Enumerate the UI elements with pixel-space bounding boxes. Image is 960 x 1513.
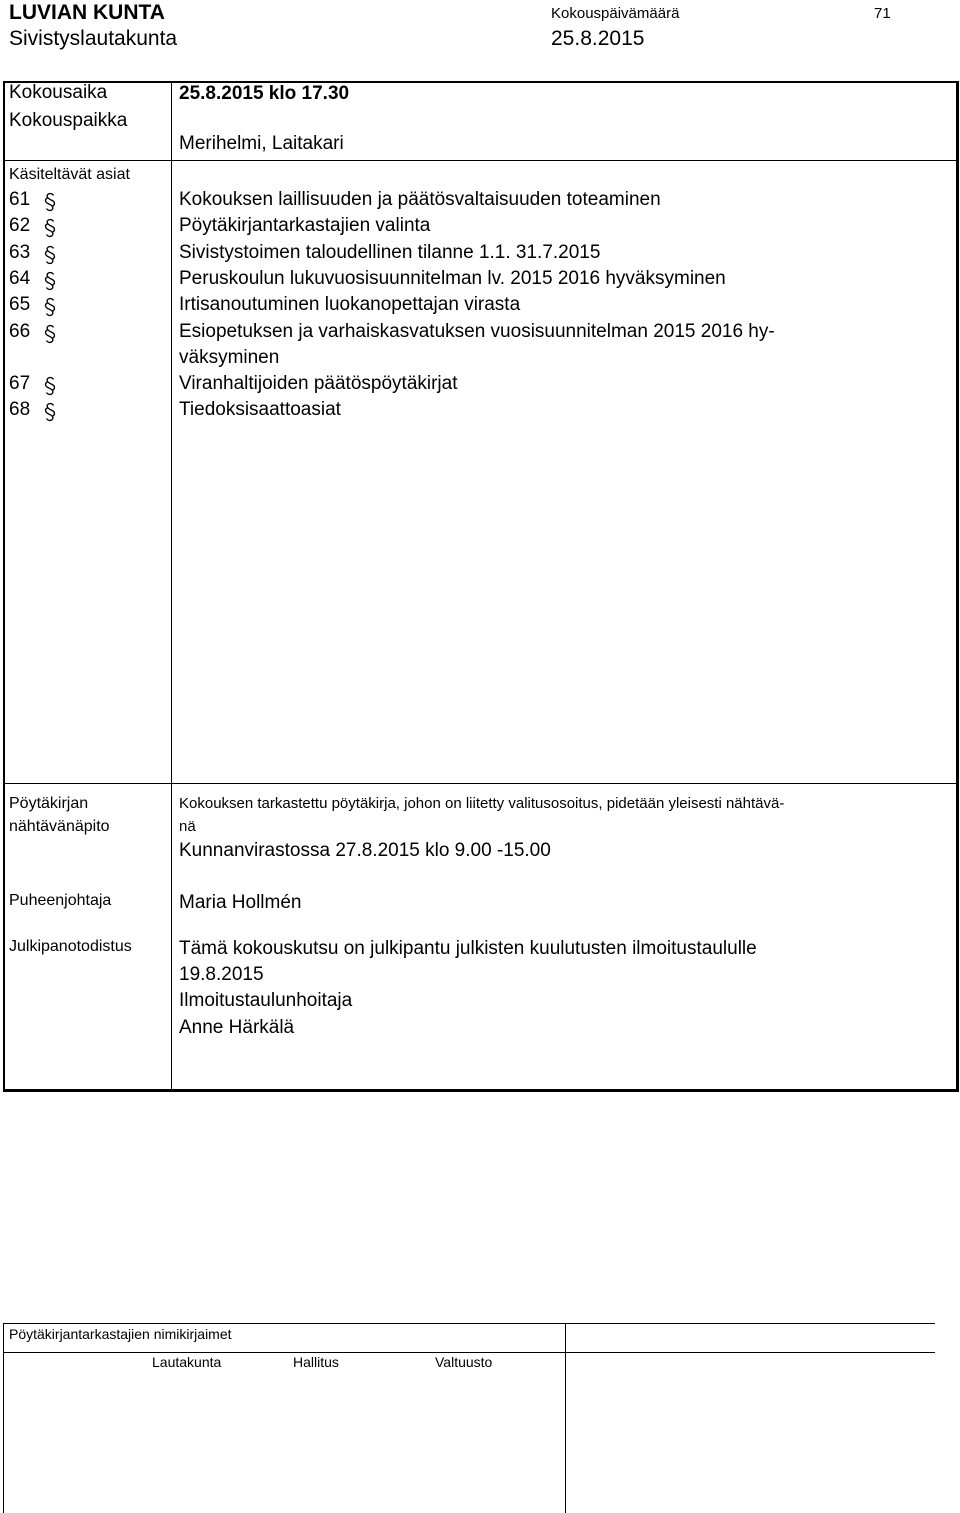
section-sign-icon	[40, 270, 60, 292]
footer-top-rule	[3, 1323, 935, 1324]
meeting-date-label: Kokouspäivämäärä	[551, 5, 680, 22]
initials-label: Pöytäkirjantarkastajien nimikirjaimet	[9, 1326, 232, 1342]
agenda-item-number: 66	[9, 320, 31, 342]
section-sign-icon	[40, 244, 60, 266]
agenda-item-title: Kokouksen laillisuuden ja päätösvaltaisuuden toteaminen	[179, 189, 661, 210]
display-text-line2: nä	[179, 818, 196, 835]
publication-line2: 19.8.2015	[179, 964, 264, 985]
publication-line3: Ilmoitustaulunhoitaja	[179, 990, 353, 1011]
agenda-item-number: 68	[9, 399, 31, 421]
section-sign-icon	[40, 191, 60, 213]
section-sign-icon	[40, 296, 60, 318]
divider-agenda	[3, 783, 959, 784]
agenda-item-title: Irtisanoutuminen luokanopettajan virasta	[179, 294, 521, 316]
agenda-item-number: 61	[9, 189, 31, 210]
footer-mid-rule	[3, 1352, 935, 1353]
display-text-line1: Kokouksen tarkastettu pöytäkirja, johon on liitetty valitusosoitus, pidetään yleisesti nähtävä-	[179, 795, 785, 812]
display-label-line2: nähtävänäpito	[9, 818, 110, 835]
board-name: Sivistyslautakunta	[9, 27, 178, 50]
chair-label: Puheenjohtaja	[9, 892, 112, 909]
agenda-item-title: Sivistystoimen taloudellinen tilanne 1.1. 31.7.2015	[179, 241, 601, 263]
section-sign-icon	[40, 217, 60, 239]
organization-name: LUVIAN KUNTA	[9, 1, 165, 24]
agenda-item-title: Esiopetuksen ja varhaiskasvatuksen vuosisuunnitelman 2015 2016 hy-	[179, 320, 775, 342]
agenda-item-title: Tiedoksisaattoasiat	[179, 399, 341, 421]
meeting-date: 25.8.2015	[551, 27, 645, 50]
agenda-label: Käsiteltävät asiat	[9, 166, 130, 183]
divider-place	[3, 160, 959, 161]
meeting-place-value: Merihelmi, Laitakari	[179, 133, 344, 154]
publication-label: Julkipanotodistus	[9, 938, 132, 955]
initials-col-board: Lautakunta	[152, 1354, 222, 1370]
chair-name: Maria Hollmén	[179, 892, 302, 913]
section-sign-icon	[40, 375, 60, 397]
display-label-line1: Pöytäkirjan	[9, 795, 89, 812]
agenda-item-number: 63	[9, 241, 31, 263]
meeting-time-label: Kokousaika	[9, 82, 108, 103]
initials-col-council: Valtuusto	[435, 1354, 493, 1370]
agenda-item-title: väksyminen	[179, 346, 280, 368]
initials-col-government: Hallitus	[293, 1354, 339, 1370]
agenda-item-number: 64	[9, 267, 31, 289]
meeting-time-value: 25.8.2015 klo 17.30	[179, 83, 350, 104]
section-sign-icon	[40, 323, 60, 345]
page-number: 71	[874, 5, 891, 22]
publication-line4: Anne Härkälä	[179, 1017, 295, 1038]
section-sign-icon	[40, 401, 60, 423]
footer-divider-rule	[565, 1323, 566, 1513]
agenda-item-number: 65	[9, 294, 31, 316]
agenda-item-title: Pöytäkirjantarkastajien valinta	[179, 215, 431, 237]
meeting-place-label: Kokouspaikka	[9, 110, 128, 131]
display-text-line3: Kunnanvirastossa 27.8.2015 klo 9.00 -15.00	[179, 840, 551, 861]
publication-line1: Tämä kokouskutsu on julkipantu julkisten kuulutusten ilmoitustaululle	[179, 938, 757, 959]
agenda-item-number: 62	[9, 215, 31, 237]
agenda-item-title: Peruskoulun lukuvuosisuunnitelman lv. 2015 2016 hyväksyminen	[179, 267, 726, 289]
column-divider	[171, 81, 172, 1091]
agenda-item-title: Viranhaltijoiden päätöspöytäkirjat	[179, 373, 458, 395]
footer-left-rule	[3, 1323, 4, 1513]
agenda-item-number: 67	[9, 373, 31, 395]
